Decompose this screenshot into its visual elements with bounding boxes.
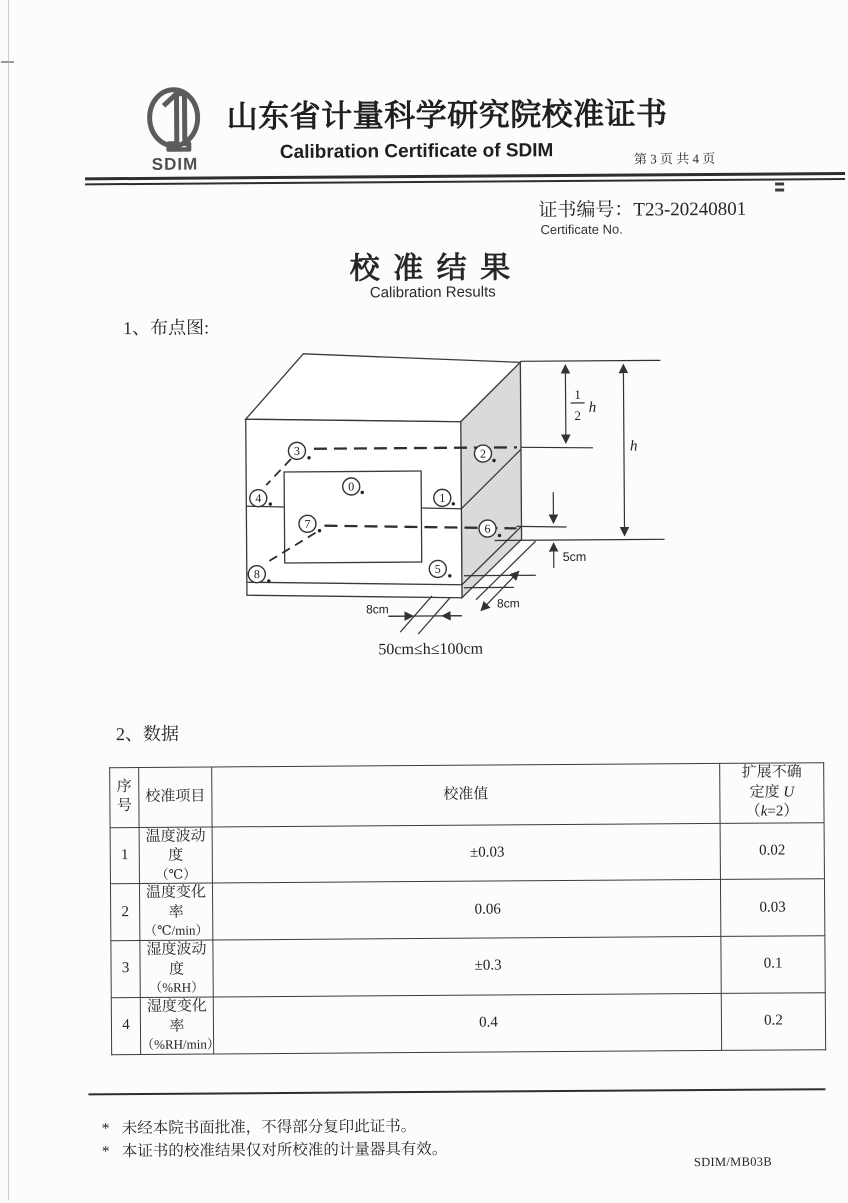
certificate-number-line (538, 194, 746, 222)
top-reference-line (520, 360, 660, 361)
header-seq: 序 号 (110, 767, 139, 827)
chamber-box (245, 352, 522, 599)
results-title: 校 准 结 果 (350, 242, 514, 287)
svg-text:8: 8 (254, 567, 260, 581)
cell-seq: 2 (110, 884, 139, 941)
note-star: * (102, 1143, 122, 1161)
half-h-denominator: 2 (574, 408, 581, 423)
svg-text:2: 2 (480, 447, 486, 461)
results-title-english: Calibration Results (370, 283, 496, 301)
cell-item: 温度波动度 （℃） (139, 826, 212, 883)
svg-text:7: 7 (304, 517, 310, 531)
cell-value: 0.06 (212, 880, 720, 940)
cell-uncertainty: 0.2 (721, 993, 825, 1051)
half-h-numerator: 1 (574, 387, 581, 402)
footer-note (102, 1137, 448, 1161)
scan-stray-mark (775, 188, 784, 191)
footer-note (102, 1114, 417, 1138)
cell-item: 温度变化率 （℃/min） (139, 883, 212, 940)
svg-text:0: 0 (348, 479, 354, 493)
chamber-point-layout-diagram (228, 348, 670, 671)
note-text: 本证书的校准结果仅对所校准的计量器具有效。 (122, 1141, 448, 1160)
certificate-number-value: T23-20240801 (633, 199, 746, 221)
side-depth-label: 8cm (497, 596, 520, 610)
certificate-number-caption: Certificate No. (540, 222, 622, 238)
table-row (110, 879, 824, 941)
page-title-english: Calibration Certificate of SDIM (280, 140, 554, 164)
table-row (111, 993, 825, 1055)
full-height-dimension-line (623, 365, 624, 536)
cell-item: 湿度波动度 （%RH） (140, 940, 213, 997)
svg-text:1: 1 (439, 491, 445, 505)
svg-text:6: 6 (484, 522, 490, 536)
half-height-dimension-line (565, 365, 566, 443)
front-depth-label: 8cm (366, 602, 389, 616)
page-number-label: 第 3 页 共 4 页 (634, 148, 715, 168)
cell-value: ±0.3 (213, 937, 721, 997)
cell-value: 0.4 (213, 994, 721, 1054)
height-range-label: 50cm≤h≤100cm (378, 641, 483, 659)
table-header-row (110, 763, 824, 827)
cell-seq: 4 (111, 998, 140, 1055)
footer-rule (88, 1088, 825, 1095)
header-value: 校准值 (212, 763, 720, 826)
table-row (110, 822, 824, 884)
half-height-reference-line (521, 447, 593, 449)
note-star: * (102, 1120, 122, 1138)
sdim-logo-icon (143, 86, 205, 152)
cell-item: 湿度变化率 （%RH/min） (140, 997, 213, 1054)
cell-uncertainty: 0.1 (721, 936, 825, 994)
section-heading-data: 2、数据 (116, 720, 179, 746)
header-uncertainty: 扩展不确 定度 U （k=2） (720, 763, 824, 823)
cell-seq: 3 (111, 941, 140, 998)
header-item: 校准项目 (139, 767, 212, 827)
five-cm-reference-line (516, 526, 566, 527)
side-depth-reference-line-1 (464, 575, 536, 576)
table-row (111, 936, 825, 998)
half-h-variable: h (589, 400, 597, 416)
note-text: 未经本院书面批准，不得部分复印此证书。 (122, 1118, 417, 1137)
section-heading-layout: 1、布点图: (123, 313, 209, 340)
scan-stray-mark (775, 182, 784, 185)
cell-uncertainty: 0.02 (720, 822, 824, 880)
five-cm-label: 5cm (563, 550, 587, 564)
svg-text:4: 4 (255, 491, 261, 505)
svg-text:5: 5 (435, 562, 441, 576)
cell-uncertainty: 0.03 (720, 879, 824, 937)
svg-text:3: 3 (294, 444, 300, 458)
certificate-number-label: 证书编号： (538, 200, 633, 222)
form-code: SDIM/MB03B (694, 1155, 772, 1171)
calibration-data-table (109, 762, 826, 1055)
cell-value: ±0.03 (212, 823, 720, 883)
page-title: 山东省计量科学研究院校准证书 (226, 88, 667, 136)
sdim-logo-text: SDIM (137, 154, 213, 175)
front-depth-plane-line-1 (400, 596, 432, 632)
sdim-logo (136, 85, 213, 175)
height-variable: h (630, 439, 638, 455)
cell-seq: 1 (110, 827, 139, 884)
